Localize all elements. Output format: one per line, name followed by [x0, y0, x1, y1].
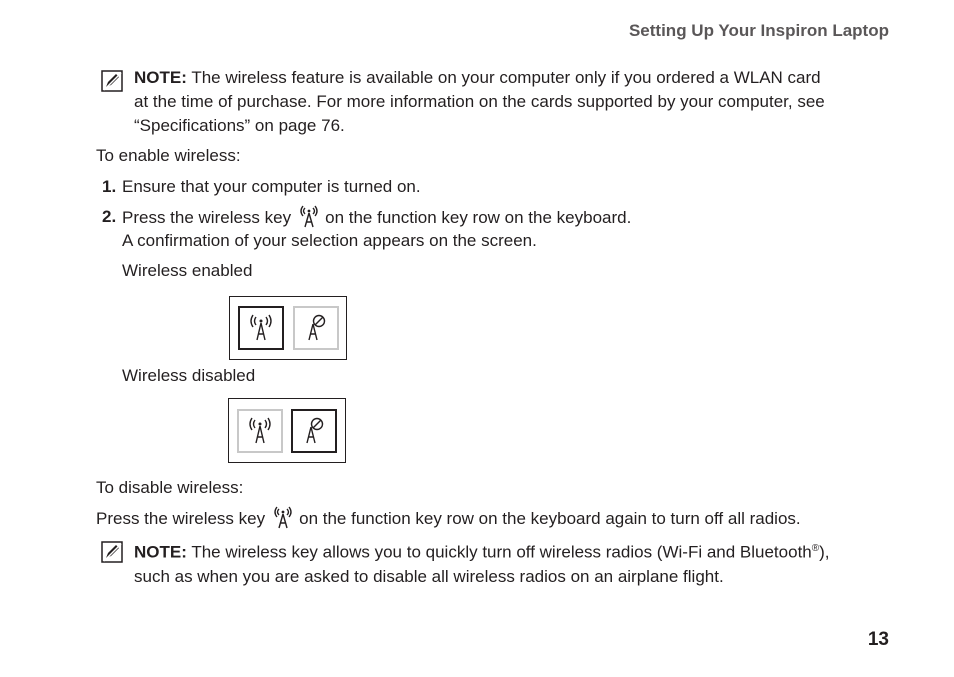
- enable-intro: To enable wireless:: [96, 146, 241, 165]
- note-2-line-1-end: ),: [819, 542, 830, 562]
- note-icon: [101, 541, 123, 568]
- wireless-on-key: [237, 409, 283, 453]
- note-1-line-1: The wireless feature is available on your computer only if you ordered a WLAN card: [191, 68, 821, 87]
- wireless-disabled-label: Wireless disabled: [122, 366, 256, 385]
- disable-instruction: [96, 506, 801, 537]
- wireless-disabled-screen: [228, 398, 346, 463]
- note-1: [134, 66, 825, 138]
- note-1-line-3: “Specifications” on page 76.: [134, 116, 345, 135]
- disable-text-after: on the function key row on the keyboard again to turn off all radios.: [299, 509, 801, 528]
- note-2: [134, 537, 830, 589]
- running-header: Setting Up Your Inspiron Laptop: [628, 21, 889, 40]
- wireless-antenna-icon: [245, 415, 275, 447]
- wireless-off-key: [291, 409, 337, 453]
- confirmation-text: A confirmation of your selection appears on the screen.: [122, 231, 537, 250]
- note-2-label: NOTE:: [134, 542, 187, 562]
- wireless-disabled-icon: [299, 415, 329, 447]
- note-icon: [101, 70, 123, 97]
- wireless-antenna-icon: [246, 312, 276, 344]
- step-1-number: 1.: [102, 177, 117, 196]
- registered-mark: ®: [811, 543, 820, 554]
- wireless-enabled-label: Wireless enabled: [122, 261, 253, 280]
- wireless-off-key: [293, 306, 339, 350]
- disable-text-before: Press the wireless key: [96, 509, 266, 528]
- step-1-text: Ensure that your computer is turned on.: [122, 177, 421, 196]
- note-2-line-2: such as when you are asked to disable all wireless radios on an airplane flight.: [134, 566, 724, 586]
- step-2-text-before: Press the wireless key: [122, 208, 292, 227]
- step-2-number: 2.: [102, 207, 117, 226]
- note-2-line-1: The wireless key allows you to quickly turn off wireless radios (Wi-Fi and Bluetooth: [191, 542, 812, 562]
- note-1-line-2: at the time of purchase. For more information on the cards supported by your computer, see: [134, 92, 825, 111]
- wireless-on-key: [238, 306, 284, 350]
- wireless-enabled-screen: [229, 296, 347, 360]
- wireless-key-icon: [273, 506, 293, 537]
- note-1-label: NOTE:: [134, 68, 187, 87]
- step-2-text-after: on the function key row on the keyboard.: [325, 208, 632, 227]
- disable-intro: To disable wireless:: [96, 478, 244, 497]
- page-number: 13: [867, 629, 889, 650]
- wireless-disabled-icon: [301, 312, 331, 344]
